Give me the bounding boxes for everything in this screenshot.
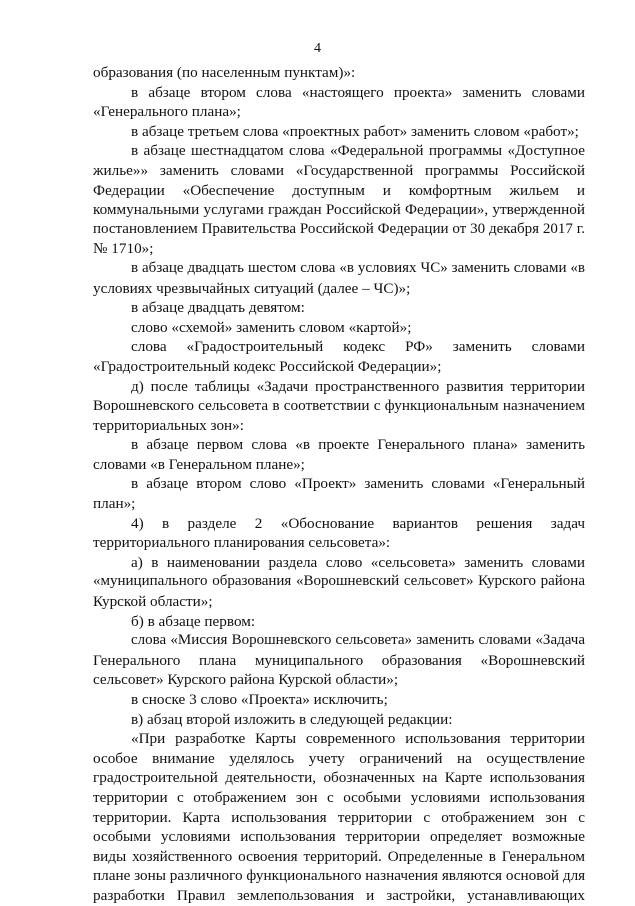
text-line: территориальных зон»: xyxy=(93,416,244,434)
text-line: территории с отображением зон с особыми условиями использования xyxy=(93,788,585,806)
text-line: «При разработке Карты современного использования территории xyxy=(131,730,585,748)
text-line: в абзаце первом слова «в проекте Генерального плана» заменить xyxy=(131,436,585,454)
text-line: в абзаце втором слово «Проект» заменить словами «Генеральный xyxy=(131,475,585,493)
text-line: «муниципального образования «Ворошневский сельсовет» Курского района xyxy=(93,573,585,590)
text-line: в) абзац второй изложить в следующей редакции: xyxy=(131,710,453,728)
text-line: разработки Правил землепользования и застройки, устанавливающих xyxy=(93,886,585,904)
text-line: особое внимание уделялось учету ограничений на осуществление xyxy=(93,749,585,767)
text-line: образования (по населенным пунктам)»: xyxy=(93,64,356,81)
text-line: особыми условиями использования территории определяет возможные xyxy=(93,828,585,846)
text-line: Ворошневского сельсовета в соответствии с функциональным назначением xyxy=(93,397,585,415)
text-line: слово «схемой» заменить словом «картой»; xyxy=(131,318,412,336)
text-line: а) в наименовании раздела слово «сельсовета» заменить словами xyxy=(131,553,585,571)
text-line: Генерального плана муниципального образования «Ворошневский xyxy=(93,651,585,669)
text-line: б) в абзаце первом: xyxy=(131,612,256,630)
text-line: д) после таблицы «Задачи пространственного развития территории xyxy=(131,377,585,395)
text-line: в абзаце двадцать шестом слова «в условиях ЧС» заменить словами «в xyxy=(131,259,585,276)
text-line: территории. Карта использования территории с отображением зон с xyxy=(93,808,585,826)
text-line: план»; xyxy=(93,495,136,513)
text-line: территориального планирования сельсовета»: xyxy=(93,534,391,552)
text-line: 4) в разделе 2 «Обоснование вариантов решения задач xyxy=(131,514,585,532)
text-line: в абзаце втором слова «настоящего проекта» заменить словами xyxy=(131,83,585,101)
text-line: постановлением Правительства Российской Федерации от 30 декабря 2017 г. xyxy=(93,220,585,237)
text-line: виды хозяйственного освоения территорий. Определенные в Генеральном xyxy=(93,847,585,865)
text-line: в абзаце третьем слова «проектных работ» заменить словом «работ»; xyxy=(131,122,579,140)
text-line: градостроительной деятельности, обозначенных на Карте использования xyxy=(93,769,585,787)
text-line: словами «в Генеральном плане»; xyxy=(93,455,305,473)
text-line: жилье»» заменить словами «Государственной программы Российской xyxy=(93,161,585,179)
text-line: плане зоны различного функционального назначения являются основой для xyxy=(93,867,586,885)
text-line: в абзаце двадцать девятом: xyxy=(131,299,305,317)
page-number: 4 xyxy=(314,41,321,56)
text-line: слова «Миссия Ворошневского сельсовета» заменить словами «Задача xyxy=(131,632,585,649)
text-line: Федерации «Обеспечение доступным и комфортным жильем и xyxy=(93,181,585,199)
text-line: условиях чрезвычайных ситуаций (далее – ЧС)»; xyxy=(93,279,411,297)
text-line: № 1710»; xyxy=(93,240,154,258)
text-line: коммунальными услугами граждан Российской Федерации», утвержденной xyxy=(93,201,585,219)
document-body xyxy=(93,63,585,906)
text-line: слова «Градостроительный кодекс РФ» заменить словами xyxy=(131,338,585,356)
text-line: Курской области»; xyxy=(93,593,213,611)
text-line: в абзаце шестнадцатом слова «Федеральной программы «Доступное xyxy=(131,142,585,160)
text-line: в сноске 3 слово «Проекта» исключить; xyxy=(131,691,388,708)
text-line: «Градостроительный кодекс Российской Федерации»; xyxy=(93,357,442,375)
text-line: «Генерального плана»; xyxy=(93,103,241,121)
text-line: сельсовет» Курского района Курской области»; xyxy=(93,671,399,689)
